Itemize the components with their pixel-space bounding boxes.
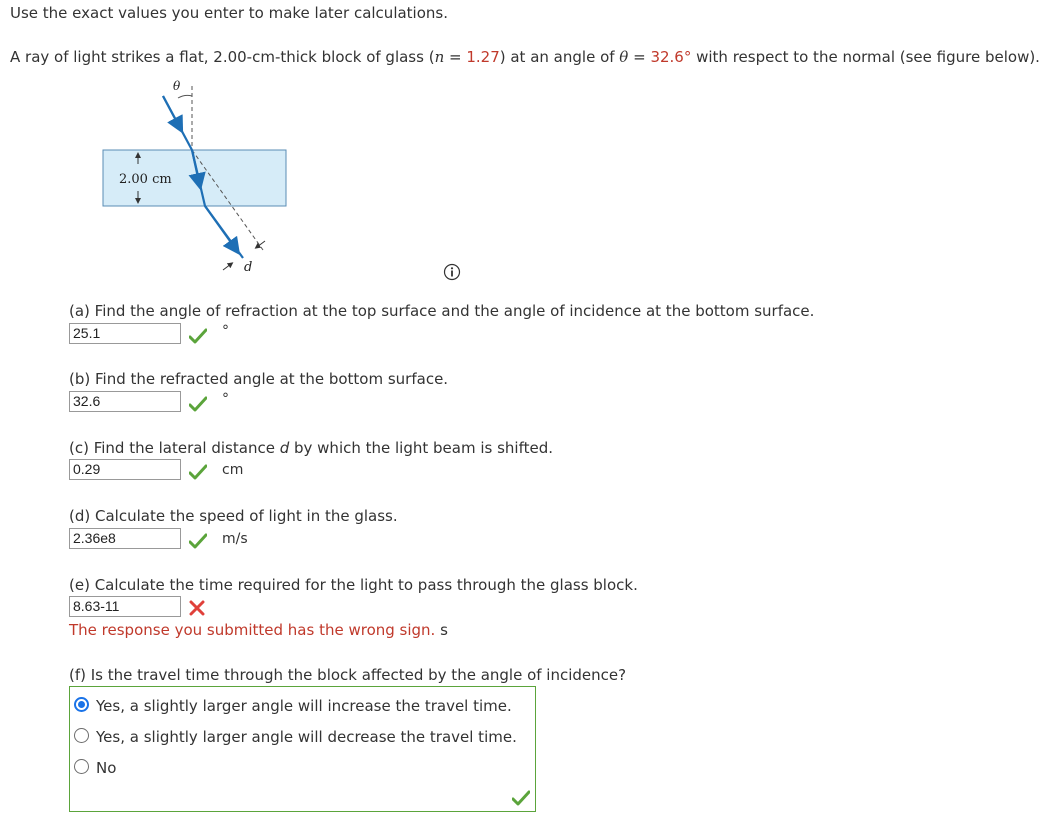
option-3-label[interactable]: No: [96, 759, 117, 777]
unit-b: °: [222, 391, 229, 407]
answer-a-input[interactable]: 25.1: [69, 323, 181, 344]
option-2-label[interactable]: Yes, a slightly larger angle will decrease the travel time.: [96, 728, 517, 746]
question-c-var: d: [279, 439, 290, 457]
d-label: d: [244, 260, 253, 275]
answer-d-input[interactable]: 2.36e8: [69, 528, 181, 549]
option-1-label[interactable]: Yes, a slightly larger angle will increase the travel time.: [96, 697, 512, 715]
question-a-label: (a) Find the angle of refraction at the top surface and the angle of incidence at the bottom surface.: [69, 302, 815, 320]
theta-symbol: θ: [619, 48, 629, 66]
d-arrow-left: [223, 264, 231, 270]
incident-ray-arrow: [163, 96, 179, 126]
answer-e-input[interactable]: 8.63-11: [69, 596, 181, 617]
unit-e: s: [440, 621, 448, 639]
theta-label: θ: [173, 79, 181, 93]
unit-d: m/s: [222, 531, 248, 547]
problem-text-3: with respect to the normal (see figure below).: [691, 48, 1040, 66]
unit-c: cm: [222, 462, 244, 478]
figure-svg: [95, 78, 315, 278]
question-e-label: (e) Calculate the time required for the light to pass through the glass block.: [69, 576, 638, 594]
question-b-label: (b) Find the refracted angle at the bottom surface.: [69, 370, 449, 388]
n-symbol: n: [434, 48, 445, 66]
answer-b-input[interactable]: 32.6: [69, 391, 181, 412]
theta-value: 32.6°: [650, 48, 692, 66]
instructions-text: Use the exact values you enter to make later calculations.: [10, 4, 448, 22]
radio-option-1[interactable]: [74, 697, 89, 712]
answer-c-input[interactable]: 0.29: [69, 459, 181, 480]
question-c-text-2: by which the light beam is shifted.: [289, 439, 554, 457]
unit-a: °: [222, 323, 229, 339]
question-f-label: (f) Is the travel time through the block affected by the angle of incidence?: [69, 666, 627, 684]
emergent-ray-arrow: [205, 206, 235, 248]
problem-statement: [10, 48, 1040, 66]
correct-check-icon: [189, 464, 207, 480]
feedback-e: [69, 621, 448, 639]
n-value: 1.27: [466, 48, 500, 66]
radio-option-3[interactable]: [74, 759, 89, 774]
problem-text-1: A ray of light strikes a flat, 2.00-cm-thick block of glass (: [10, 48, 435, 66]
glass-block-figure: [95, 78, 315, 278]
correct-check-icon: [189, 328, 207, 344]
correct-check-icon: [189, 396, 207, 412]
radio-option-2[interactable]: [74, 728, 89, 743]
feedback-e-text: The response you submitted has the wrong sign.: [69, 621, 436, 639]
problem-text-2: ) at an angle of: [499, 48, 620, 66]
correct-check-icon: [189, 533, 207, 549]
question-d-label: (d) Calculate the speed of light in the glass.: [69, 507, 398, 525]
incorrect-x-icon: [188, 600, 206, 616]
info-icon[interactable]: [443, 263, 461, 281]
correct-check-icon: [512, 790, 530, 806]
problem-eq-1: =: [444, 48, 467, 66]
problem-eq-2: =: [628, 48, 651, 66]
thickness-label: 2.00 cm: [119, 172, 172, 187]
question-c-label: [69, 439, 553, 457]
question-c-text-1: (c) Find the lateral distance: [69, 439, 280, 457]
theta-arc: [178, 95, 192, 98]
